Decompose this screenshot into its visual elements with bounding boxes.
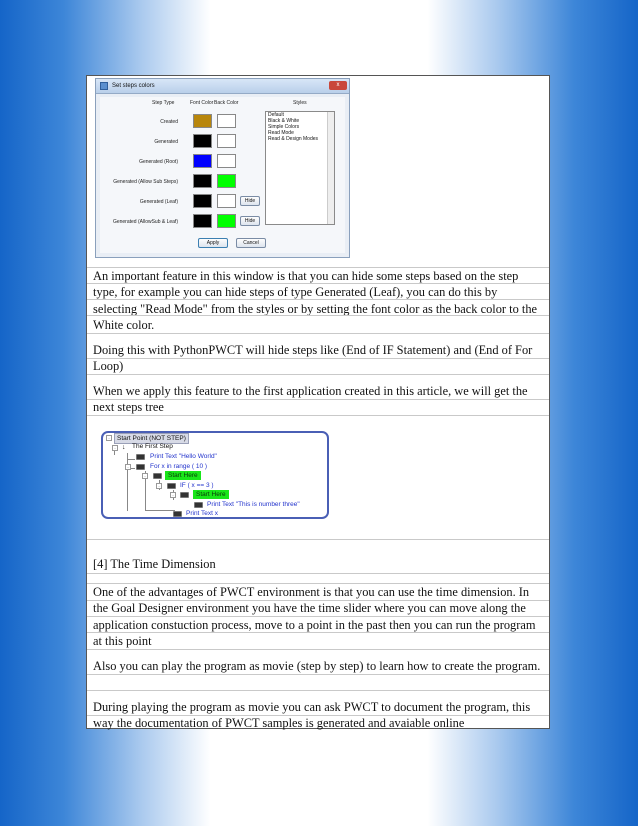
apply-button[interactable]: Apply <box>198 238 228 248</box>
hide-leaf-button[interactable]: Hide <box>240 196 260 206</box>
step-icon <box>153 473 162 479</box>
tree-node-print-three[interactable]: Print Text "This is number three" <box>207 501 300 508</box>
row-label-generated-allow-sub: Generated (Allow Sub Steps) <box>113 179 178 185</box>
tree-node-for-loop[interactable]: For x in range ( 10 ) <box>150 463 208 470</box>
style-item[interactable]: Read & Design Modes <box>268 136 319 142</box>
tree-node-print-x[interactable]: Print Text x <box>186 510 219 517</box>
step-icon <box>194 502 203 508</box>
document-page <box>86 75 550 729</box>
row-label-generated-root: Generated (Root) <box>139 159 178 165</box>
back-color-swatch-generated-allow-sub-leaf[interactable] <box>217 214 236 228</box>
collapse-icon[interactable]: - <box>112 445 118 451</box>
collapse-icon[interactable]: - <box>125 464 131 470</box>
back-color-swatch-generated-root[interactable] <box>217 154 236 168</box>
font-color-swatch-generated-leaf[interactable] <box>193 194 212 208</box>
paragraph-time-dimension: One of the advantages of PWCT environment is that you can use the time dimension. In the Goal Designer environment you have the time slider where you can move along the application constuction process, move to a point in the past then you can run the program at this point <box>93 585 536 649</box>
dialog-title-bar <box>96 79 349 94</box>
step-icon <box>136 464 145 470</box>
font-color-swatch-generated-root[interactable] <box>193 154 212 168</box>
font-color-swatch-generated[interactable] <box>193 134 212 148</box>
styles-listbox[interactable] <box>265 111 335 225</box>
paragraph-play-movie: Also you can play the program as movie (step by step) to learn how to create the program. <box>93 659 541 673</box>
tree-node-first-step[interactable]: The First Step <box>132 443 173 450</box>
col-font-color: Font Color <box>190 100 214 106</box>
paragraph-documentation: During playing the program as movie you can ask PWCT to document the program, this way the documentation of PWCT samples is generated and avaiable online <box>93 700 531 731</box>
back-color-swatch-generated[interactable] <box>217 134 236 148</box>
collapse-icon[interactable]: - <box>156 483 162 489</box>
collapse-icon[interactable]: - <box>106 435 112 441</box>
tree-node-start-here-2[interactable]: Start Here <box>193 490 229 499</box>
step-icon <box>167 483 176 489</box>
step-icon <box>180 492 189 498</box>
cancel-button[interactable]: Cancel <box>236 238 266 248</box>
row-label-generated-allow-sub-leaf: Generated (AllowSub & Leaf) <box>112 219 178 225</box>
paragraph-hide-steps: An important feature in this window is that you can hide some steps based on the step type, for example you can hide steps of type Generated (Leaf), you can do this by selecting "Read Mode" from the styles or by setting the font color as the back color to the White color. <box>93 269 538 333</box>
step-icon <box>136 454 145 460</box>
row-label-generated-leaf: Generated (Leaf) <box>139 199 178 205</box>
style-item[interactable]: Black & White <box>268 118 300 124</box>
step-icon: ↓ <box>122 444 126 451</box>
steps-tree <box>101 431 329 519</box>
dialog-body <box>100 97 345 253</box>
tree-node-if[interactable]: IF ( x == 3 ) <box>180 482 214 489</box>
collapse-icon[interactable]: - <box>142 473 148 479</box>
back-color-swatch-generated-allow-sub[interactable] <box>217 174 236 188</box>
set-steps-colors-dialog <box>95 78 350 258</box>
section-heading: [4] The Time Dimension <box>93 557 216 571</box>
tree-node-root[interactable]: Start Point (NOT STEP) <box>114 433 189 444</box>
window-icon <box>100 82 108 90</box>
font-color-swatch-generated-allow-sub-leaf[interactable] <box>193 214 212 228</box>
back-color-swatch-created[interactable] <box>217 114 236 128</box>
col-back-color: Back Color <box>214 100 239 106</box>
hide-allow-sub-leaf-button[interactable]: Hide <box>240 216 260 226</box>
col-step-type: Step Type <box>152 100 175 106</box>
close-icon[interactable]: x <box>329 81 347 90</box>
col-styles: Styles <box>293 100 307 106</box>
style-item[interactable]: Read Mode <box>268 130 294 136</box>
style-item[interactable]: Default <box>268 112 284 118</box>
row-label-created: Created <box>160 119 178 125</box>
paragraph-apply-feature: When we apply this feature to the first application created in this article, we will get the next steps tree <box>93 384 528 415</box>
row-label-generated: Generated <box>154 139 178 145</box>
font-color-swatch-created[interactable] <box>193 114 212 128</box>
styles-scrollbar[interactable] <box>327 112 334 224</box>
style-item[interactable]: Simple Colors <box>268 124 300 130</box>
dialog-title: Set steps colors <box>112 83 155 89</box>
font-color-swatch-generated-allow-sub[interactable] <box>193 174 212 188</box>
tree-node-start-here-1[interactable]: Start Here <box>165 471 201 480</box>
step-icon <box>173 511 182 517</box>
collapse-icon[interactable]: - <box>170 492 176 498</box>
tree-node-print-hello[interactable]: Print Text "Hello World" <box>150 453 217 460</box>
paragraph-pythonpwct: Doing this with PythonPWCT will hide steps like (End of IF Statement) and (End of For Loop) <box>93 343 533 374</box>
back-color-swatch-generated-leaf[interactable] <box>217 194 236 208</box>
